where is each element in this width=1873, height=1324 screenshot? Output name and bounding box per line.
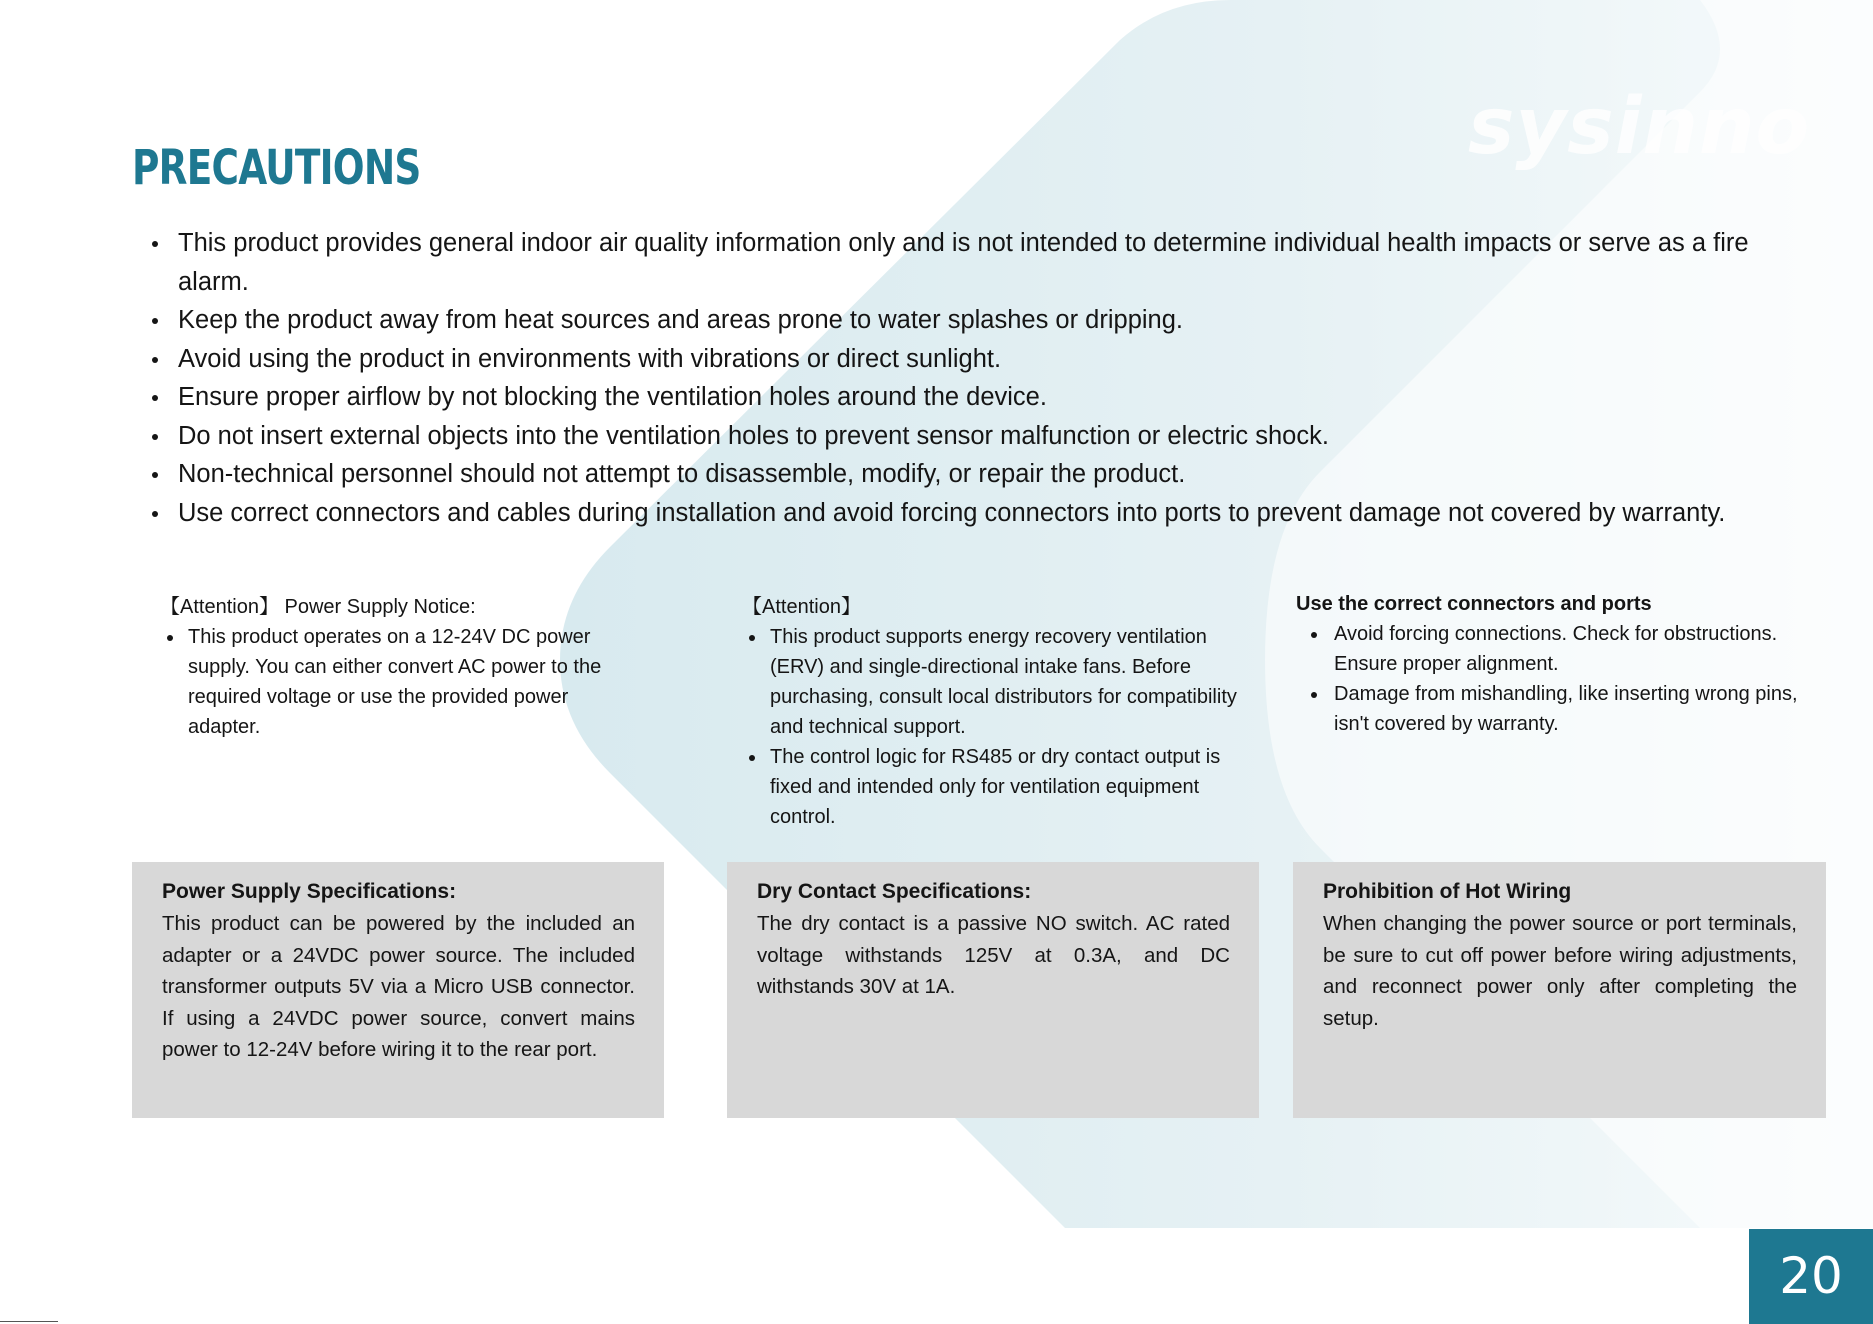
precaution-item: Ensure proper airflow by not blocking the ventilation holes around the device.	[150, 378, 1790, 417]
brand-watermark: sysinno	[1468, 82, 1811, 172]
page-title: PRECAUTIONS	[132, 140, 421, 196]
power-supply-notice	[160, 592, 610, 742]
note-item: Avoid forcing connections. Check for obstructions. Ensure proper alignment.	[1296, 619, 1816, 679]
precaution-item: Keep the product away from heat sources and areas prone to water splashes or dripping.	[150, 301, 1790, 340]
note-item: The control logic for RS485 or dry contact output is fixed and intended only for ventilation equipment control.	[742, 742, 1262, 832]
note-list	[1296, 619, 1816, 739]
note-item: This product supports energy recovery ventilation (ERV) and single-directional intake fans. Before purchasing, consult local distributors for compatibility and technical support.	[742, 622, 1262, 742]
spec-title: Prohibition of Hot Wiring	[1323, 880, 1572, 903]
precaution-item: Use correct connectors and cables during installation and avoid forcing connectors into ports to prevent damage not covered by warranty.	[150, 494, 1790, 533]
note-heading: 【Attention】	[742, 596, 861, 618]
page-number: 20	[1749, 1229, 1873, 1324]
note-item: This product operates on a 12-24V DC power supply. You can either convert AC power to the required voltage or use the provided power adapter.	[160, 622, 610, 742]
spec-title: Dry Contact Specifications:	[757, 880, 1032, 903]
precaution-item: Do not insert external objects into the ventilation holes to prevent sensor malfunction or electric shock.	[150, 417, 1790, 456]
spec-text: The dry contact is a passive NO switch. AC rated voltage withstands 125V at 0.3A, and DC withstands 30V at 1A.	[757, 912, 1230, 998]
note-list	[160, 622, 610, 742]
footer-divider	[0, 1321, 58, 1322]
spec-text: When changing the power source or port terminals, be sure to cut off power before wiring adjustments, and reconnect power only after completing the setup.	[1323, 912, 1797, 1030]
precaution-item: This product provides general indoor air quality information only and is not intended to determine individual health impacts or serve as a fire alarm.	[150, 224, 1790, 301]
note-heading: 【Attention】 Power Supply Notice:	[160, 596, 476, 618]
attention-notice	[742, 592, 1262, 832]
dry-contact-specifications-box	[727, 862, 1259, 1118]
connectors-notice	[1296, 589, 1816, 739]
precaution-item: Non-technical personnel should not attempt to disassemble, modify, or repair the product.	[150, 455, 1790, 494]
spec-title: Power Supply Specifications:	[162, 880, 457, 903]
spec-text: This product can be powered by the included an adapter or a 24VDC power source. The included transformer outputs 5V via a Micro USB connector. If using a 24VDC power source, convert mains power to 12-24V before wiring it to the rear port.	[162, 912, 635, 1061]
precaution-item: Avoid using the product in environments with vibrations or direct sunlight.	[150, 340, 1790, 379]
note-list	[742, 622, 1262, 832]
note-item: Damage from mishandling, like inserting wrong pins, isn't covered by warranty.	[1296, 679, 1816, 739]
precautions-list	[150, 224, 1790, 532]
hot-wiring-prohibition-box	[1293, 862, 1826, 1118]
power-supply-specifications-box	[132, 862, 664, 1118]
note-heading: Use the correct connectors and ports	[1296, 593, 1652, 615]
